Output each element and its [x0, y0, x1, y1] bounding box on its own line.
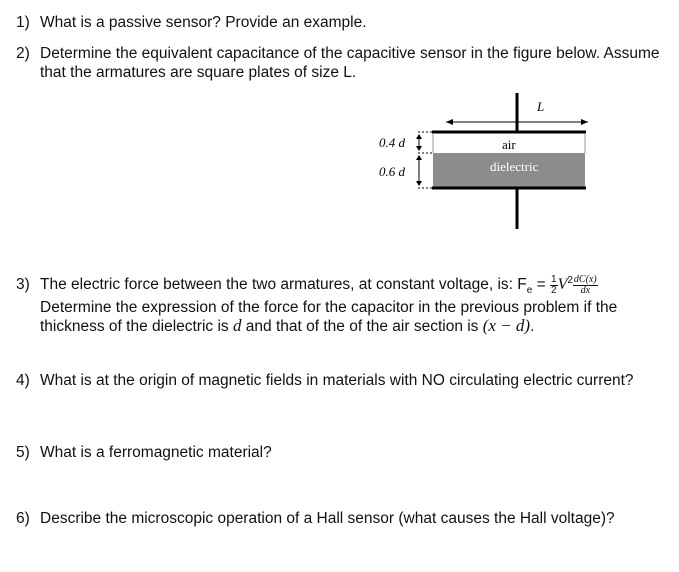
- label-06d: 0.6 d: [379, 164, 405, 179]
- derivative-denominator: dx: [580, 284, 591, 296]
- force-formula: [517, 273, 597, 297]
- question-6-number: 6): [16, 510, 30, 527]
- formula-subscript: e: [526, 285, 533, 297]
- width-arrow-right: [581, 119, 588, 125]
- formula-lhs: F: [517, 276, 527, 294]
- question-5: [16, 443, 272, 462]
- air-thickness-expression: (x − d): [482, 316, 531, 335]
- question-1-number: 1): [16, 14, 30, 31]
- formula-half-fraction: [550, 275, 558, 296]
- width-arrow-left: [446, 119, 453, 125]
- question-3-number: 3): [16, 276, 30, 294]
- label-L: L: [537, 99, 545, 114]
- question-2-line-1: Determine the equivalent capacitance of the capacitive sensor in the figure below. Assume: [40, 45, 660, 62]
- question-4-text: What is at the origin of magnetic fields in materials with NO circulating electric current?: [40, 372, 634, 389]
- question-3-line-3-end: .: [530, 318, 535, 335]
- half-denominator: 2: [551, 284, 557, 296]
- thickness-04-arrow-up: [416, 134, 422, 139]
- formula-equals: =: [532, 276, 550, 294]
- question-3-line-2: Determine the expression of the force for the capacitor in the previous problem if the: [40, 299, 618, 316]
- question-5-number: 5): [16, 444, 30, 461]
- dielectric-thickness-symbol: d: [232, 316, 242, 335]
- thickness-04-arrow-down: [416, 146, 422, 151]
- thickness-06-arrow-down: [416, 181, 422, 186]
- thickness-06-arrow-up: [416, 155, 422, 160]
- question-2-number: 2): [16, 45, 30, 62]
- question-6: [16, 509, 615, 528]
- question-6-text: Describe the microscopic operation of a Hall sensor (what causes the Hall voltage)?: [40, 510, 615, 527]
- label-dielectric: dielectric: [490, 159, 539, 174]
- question-1-text: What is a passive sensor? Provide an example.: [40, 14, 367, 31]
- derivative-numerator: dC(x): [573, 273, 597, 285]
- label-air: air: [502, 137, 516, 152]
- question-4: [16, 371, 634, 390]
- formula-superscript: 2: [567, 275, 573, 286]
- question-3-line-3: [40, 316, 534, 336]
- question-5-text: What is a ferromagnetic material?: [40, 444, 272, 461]
- question-3: [16, 271, 598, 300]
- question-2-line-2: that the armatures are square plates of size L.: [40, 64, 357, 81]
- question-3-line-3-b: and that of the of the air section is: [241, 318, 483, 335]
- formula-derivative-fraction: [573, 275, 598, 296]
- formula-v: V: [557, 276, 568, 294]
- label-04d: 0.4 d: [379, 135, 405, 150]
- capacitor-figure: [0, 0, 679, 240]
- question-3-intro: The electric force between the two armatures, at constant voltage, is:: [40, 276, 518, 294]
- half-numerator: 1: [551, 273, 557, 285]
- question-4-number: 4): [16, 372, 30, 389]
- question-3-line-3-a: thickness of the dielectric is: [40, 318, 233, 335]
